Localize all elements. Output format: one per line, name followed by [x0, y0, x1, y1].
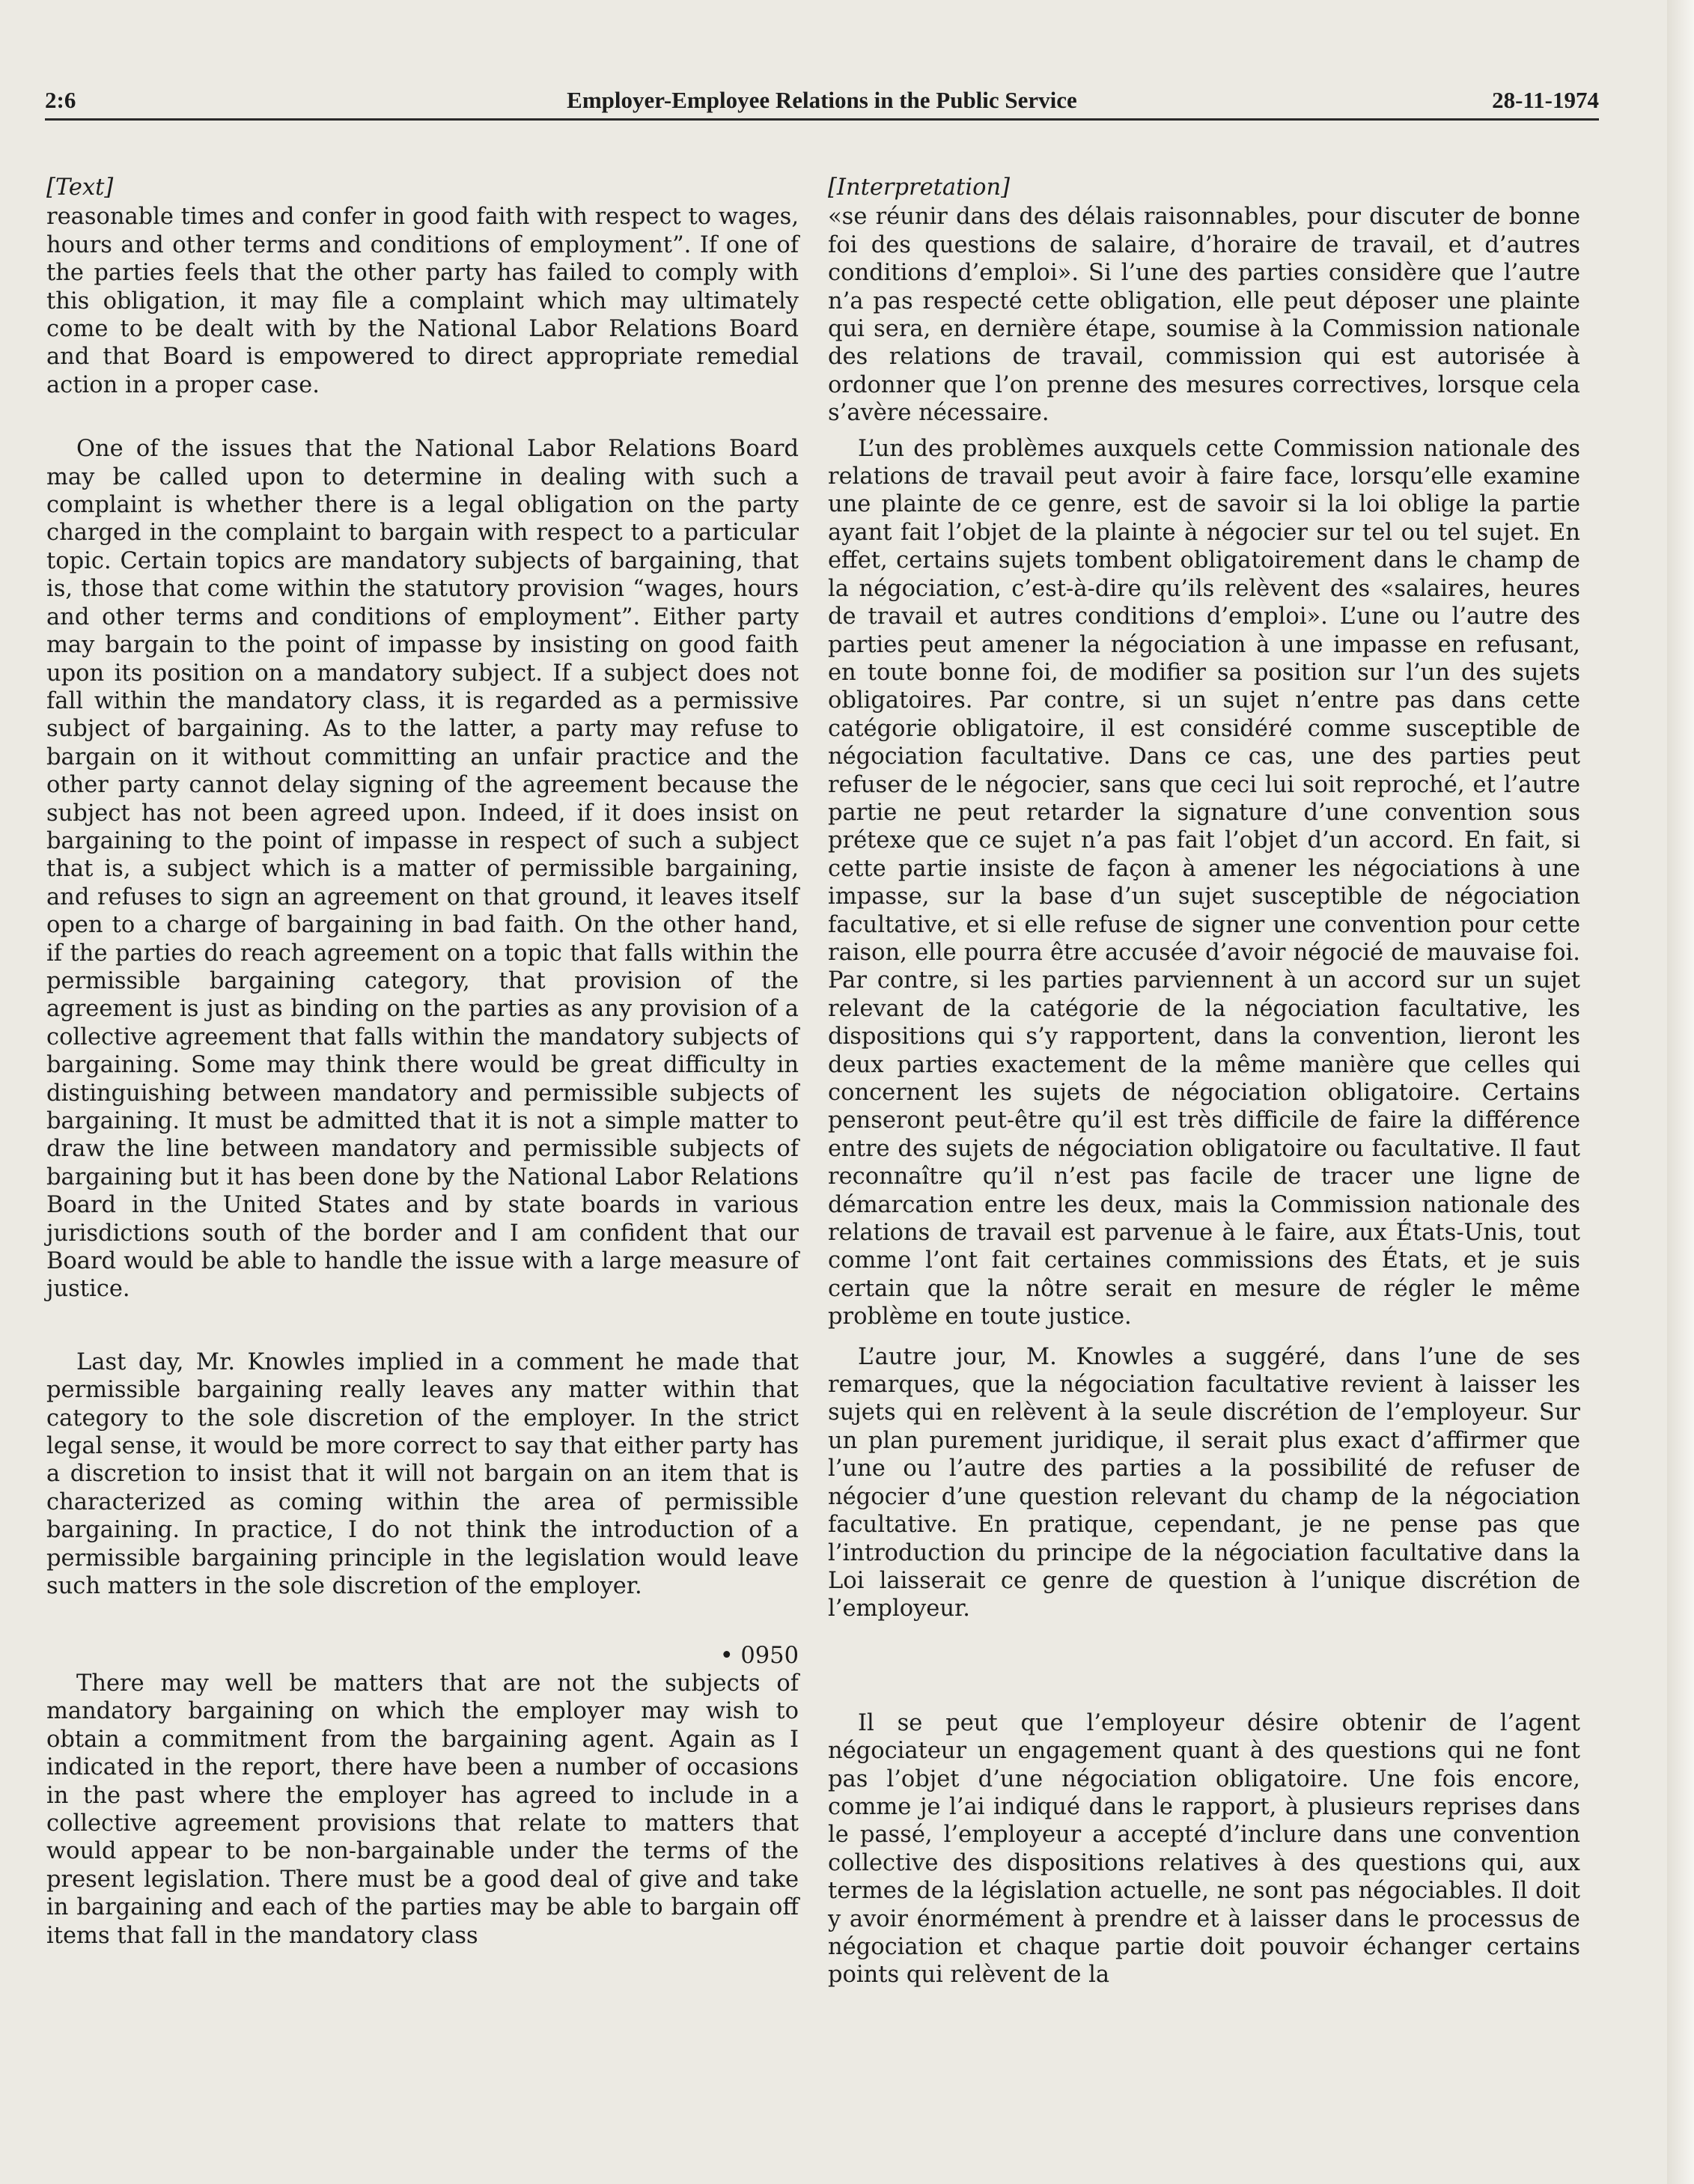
page-number: 2:6	[45, 87, 76, 113]
french-paragraph-2: L’un des problèmes auxquels cette Commission nationale des relations de travail peut avoir à faire face, lorsqu’elle examine une plainte de ce genre, est de savoir si la loi oblige la partie ayant fait l’objet de la plainte à négocier sur tel ou tel sujet. En effet, certains sujets tombent obligatoirement dans le champ de la négociation, c’est-à-dire qu’ils relèvent des «salaires, heures de travail et autres conditions d’emploi». L’une ou l’autre des parties peut amener la négociation à une impasse en refusant, en toute bonne foi, de modifier sa position sur l’un des sujets obligatoires. Par contre, si un sujet n’entre pas dans cette catégorie obligatoire, il est considéré comme susceptible de négociation facultative. Dans ce cas, une des parties peut refuser de le négocier, sans que ceci lui soit reproché, et l’autre partie ne peut retarder la signature d’une convention sous prétexe que ce sujet n’a pas fait l’objet d’un accord. En fait, si cette partie insiste de façon à amener les négociations à une impasse, sur la base d’un sujet susceptible de négociation facultative, et si elle refuse de signer une convention pour cette raison, elle pourra être accusée d’avoir négocié de mauvaise foi. Par contre, si les parties parviennent à un accord sur un sujet relevant de la catégorie de la négociation facultative, les dispositions qui s’y rapportent, dans la convention, lieront les deux parties exactement de la même manière que celles qui concernent les sujets de négociation obligatoire. Certains penseront peut-être qu’il est très difficile de faire la différence entre des sujets de négociation obligatoire ou facultative. Il faut reconnaître qu’il n’est pas facile de tracer une ligne de démarcation entre les deux, mais la Commission nationale des relations de travail est parvenue à le faire, aux États-Unis, tout comme l’ont fait certaines commissions des États, et je suis certain que la nôtre serait en mesure de régler le même problème en toute justice.	[828, 435, 1580, 1330]
time-mark: • 0950	[719, 1642, 799, 1669]
french-paragraph-1: «se réunir dans des délais raisonnables, pour discuter de bonne foi des questions de salaire, d’horaire de travail, et d’autres conditions d’emploi». Si l’une des parties considère que l’autre n’a pas respecté cette obligation, elle peut déposer une plainte qui sera, en dernière étape, soumise à la Commission nationale des relations de travail, commission qui est autorisée à ordonner que l’on prenne des mesures correctives, lorsque cela s’avère nécessaire.	[828, 204, 1580, 427]
english-paragraph-3: Last day, Mr. Knowles implied in a comment he made that permissible bargaining really leaves any matter within that category to the sole discretion of the employer. In the strict legal sense, it would be more correct to say that either party has a discretion to insist that it will not bargain on an item that is characterized as coming within the area of permissible bargaining. In practice, I do not think the introduction of a permissible bargaining principle in the legislation would leave such matters in the sole discretion of the employer.	[46, 1348, 799, 1600]
english-column	[46, 174, 799, 1950]
french-paragraph-3: L’autre jour, M. Knowles a suggéré, dans l’une de ses remarques, que la négociation facultative revient à laisser les sujets qui en relèvent à la seule discrétion de l’employeur. Sur un plan purement juridique, il serait plus exact d’affirmer que l’une ou l’autre des parties a la possibilité de refuser de négocier d’une question relevant du champ de la négociation facultative. En pratique, cependant, je ne pense pas que l’introduction du principe de la négociation facultative dans la Loi laisserait ce genre de question à l’unique discrétion de l’employeur.	[828, 1343, 1580, 1622]
english-paragraph-1: reasonable times and confer in good faith with respect to wages, hours and other terms and conditions of employment”. If one of the parties feels that the other party has failed to comply with this obligation, it may file a complaint which may ultimately come to be dealt with by the National Labor Relations Board and that Board is empowered to direct appropriate remedial action in a proper case.	[46, 204, 799, 398]
header-date: 28-11-1974	[1492, 87, 1599, 113]
english-paragraph-4: There may well be matters that are not the subjects of mandatory bargaining on which the employer may wish to obtain a commitment from the bargaining agent. Again as I indicated in the report, there have been a number of occasions in the past where the employer has agreed to include in a collective agreement provisions that relate to matters that would appear to be non-bargainable under the terms of the present legislation. There must be a good deal of give and take in bargaining and each of the parties may be able to bargain off items that fall in the mandatory class	[46, 1670, 799, 1949]
running-header	[45, 84, 1599, 121]
french-paragraph-4: Il se peut que l’employeur désire obtenir de l’agent négociateur un engagement quant à des questions qui ne font pas l’objet d’une négociation obligatoire. Une fois encore, comme je l’ai indiqué dans le rapport, à plusieurs reprises dans le passé, l’employeur a accepté d’inclure dans une convention collective des dispositions relatives à des questions qui, aux termes de la législation actuelle, ne sont pas négociables. Il doit y avoir énormément à prendre et à laisser dans le processus de négociation et chaque partie doit pouvoir échanger certains points qui relèvent de la	[828, 1709, 1580, 1989]
english-paragraph-2: One of the issues that the National Labor Relations Board may be called upon to determine in dealing with such a complaint is whether there is a legal obligation on the party charged in the complaint to bargain with respect to a particular topic. Certain topics are mandatory subjects of bargaining, that is, those that come within the statutory provision “wages, hours and other terms and conditions of employment”. Either party may bargain to the point of impasse by insisting on good faith upon its position on a mandatory subject. If a subject does not fall within the mandatory class, it is regarded as a permissive subject of bargaining. As to the latter, a party may refuse to bargain on it without committing an unfair practice and the other party cannot delay signing of the agreement because the subject has not been agreed upon. Indeed, if it does insist on bargaining to the point of impasse in respect of such a subject that is, a subject which is a matter of permissible bargaining, and refuses to sign an agreement on that ground, it leaves itself open to a charge of bargaining in bad faith. On the other hand, if the parties do reach agreement on a topic that falls within the permissible bargaining category, that provision of the agreement is just as binding on the parties as any provision of a collective agreement that falls within the mandatory subjects of bargaining. Some may think there would be great difficulty in distinguishing between mandatory and permissible subjects of bargaining. It must be admitted that it is not a simple matter to draw the line between mandatory and permissible subjects of bargaining but it has been done by the National Labor Relations Board in the United States and by state boards in various jurisdictions south of the border and I am confident that our Board would be able to handle the issue with a large measure of justice.	[46, 436, 799, 1303]
interpretation-label: [Interpretation]	[828, 174, 1010, 201]
page-edge	[1667, 0, 1694, 2184]
text-label: [Text]	[46, 174, 114, 201]
running-title: Employer-Employee Relations in the Public Service	[567, 87, 1077, 113]
french-column	[828, 174, 1580, 1989]
